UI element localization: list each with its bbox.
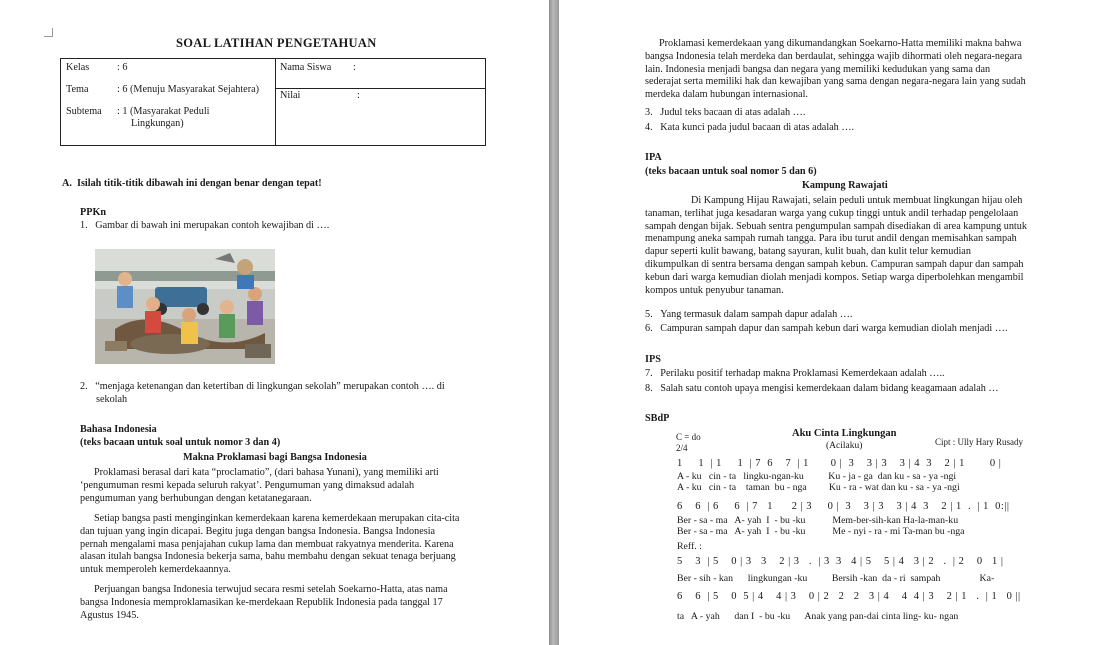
subtema-label: Subtema (66, 106, 102, 117)
student-info-table (60, 58, 486, 146)
notation-line-2: 6 6 | 6 6 | 7 1 2 | 3 0 | 3 3 | 3 3 | 4 3 2 | 1 . | 1 0:|| (677, 501, 1010, 512)
margin-mark (44, 28, 53, 37)
ipa-reading-paragraph: Di Kampung Hijau Rawajati, selain peduli untuk membuat lingkungan hijau oleh tanaman, terlihat juga kesadaran warga yang cukup tinggi untuk andil terhadap pengelolaan sampah dengan bijak. Sebuah sentra pengumpulan sampah disediakan di area kampung untuk menampung aneka sampah rumah tangga. Para ibu turut andil dengan memisahkan sampah dapur seperti kulit bawang, batang sayuran, kulit buah, dan kulit telur kemudian dikumpulkan di sentra bersama dengan sampah kebun. Campuran sampah dapur dan sampah kebun dari warga kemudian diolah menjadi kompos. Setiap warga diperbolehkan mengambil kompos untuk penyubur tanaman. (645, 195, 1027, 296)
song-composer: Cipt : Ully Hary Rusady (935, 437, 1023, 447)
lyrics-line-2b: Ber - sa - ma A- yah I - bu -ku Me - nyi - ra - mi Ta-man bu -nga (677, 526, 965, 537)
lyrics-line-3: Ber - sih - kan lingkungan -ku Bersih -kan da - ri sampah Ka- (677, 573, 995, 584)
lyrics-line-2a: Ber - sa - ma A- yah I - bu -ku Mem-ber-sih-kan Ha-la-man-ku (677, 515, 959, 526)
question-4: 4. Kata kunci pada judul bacaan di atas adalah …. (645, 122, 855, 133)
reading-title: Makna Proklamasi bagi Bangsa Indonesia (183, 452, 367, 463)
question-1: 1. Gambar di bawah ini merupakan contoh kewajiban di …. (80, 220, 330, 231)
notation-line-1: 1 1 | 1 1 | 7 6 7 | 1 0 | 3 3 | 3 3 | 4 3 2 | 1 0 | (677, 458, 1002, 469)
tema-label: Tema (66, 84, 89, 95)
question-7: 7. Perilaku positif terhadap makna Proklamasi Kemerdekaan adalah ….. (645, 368, 945, 379)
song-meter: 2/4 (676, 443, 688, 453)
song-key: C = do (676, 432, 701, 442)
bahasa-subheading: (teks bacaan untuk soal untuk nomor 3 dan 4) (80, 437, 281, 448)
notation-line-3: 5 3 | 5 0 | 3 3 2 | 3 . | 3 3 4 | 5 5 | 4 3 | 2 . | 2 0 1 | (677, 556, 1004, 567)
ipa-reading-title: Kampung Rawajati (802, 180, 888, 191)
question-6: 6. Campuran sampah dapur dan sampah kebun dari warga kemudian diolah menjadi …. (645, 323, 1008, 334)
song-title: Aku Cinta Lingkungan (792, 428, 897, 439)
nama-siswa-label: Nama Siswa (280, 62, 332, 73)
ipa-subheading: (teks bacaan untuk soal nomor 5 dan 6) (645, 166, 817, 177)
reading-paragraph-1: Proklamasi berasal dari kata “proclamatio”, (dari bahasa Yunani), yang memiliki arti ‘pengumuman resmi kepada seluruh rakyat’. Pengumuman yang dimaksud adalah pengumuman yang berhubungan dengan ketatanegaraan. (80, 467, 439, 504)
bahasa-heading: Bahasa Indonesia (80, 424, 157, 435)
lyrics-line-4: ta A - yah dan I - bu -ku Anak yang pan-dai cinta ling- ku- ngan (677, 611, 959, 622)
subtema-value-cont: Lingkungan) (131, 118, 184, 129)
nilai-field[interactable]: : (357, 90, 360, 101)
document-page-left (0, 0, 549, 645)
ppkn-heading: PPKn (80, 207, 107, 218)
worksheet-title: SOAL LATIHAN PENGETAHUAN (176, 36, 377, 50)
reff-label: Reff. : (677, 541, 702, 552)
reading-paragraph-3: Perjuangan bangsa Indonesia terwujud secara resmi setelah Soekarno-Hatta, atas nama bangsa Indonesia memproklamasikan ke-merdekaan Republik Indonesia pada tanggal 17 Agustus 1945. (80, 584, 448, 621)
reading-continuation: Proklamasi kemerdekaan yang dikumandangkan Soekarno-Hatta memiliki makna bahwa bangsa Indonesia telah merdeka dan berdaulat, sehingga wajib dihormati oleh negara-negara lain. Indonesia menjadi bangsa dan negara yang memiliki kedudukan yang sama dan sederajat serta memiliki hak dan kewajiban yang sama dengan negara-negara lain yang sudah merdeka dalam hubungan internasional. (645, 38, 1026, 101)
section-a-instruction: A. Isilah titik-titik dibawah ini dengan benar dengan tepat! (62, 178, 322, 189)
nilai-label: Nilai (280, 90, 301, 101)
notation-line-4: 6 6 | 5 0 5 | 4 4 | 3 0 | 2 2 2 3 | 4 4 4 | 3 2 | 1 . | 1 0 || (677, 591, 1021, 602)
question-2-cont: sekolah (96, 394, 128, 405)
lyrics-line-1b: A - ku cin - ta taman bu - nga Ku - ra - wat dan ku - sa - ya -ngi (677, 482, 960, 493)
question-3: 3. Judul teks bacaan di atas adalah …. (645, 107, 806, 118)
page-gutter (549, 0, 559, 645)
ipa-heading: IPA (645, 152, 662, 163)
subtema-value: : 1 (Masyarakat Peduli (117, 106, 210, 117)
song-subtitle: (Acilaku) (826, 441, 863, 451)
kelas-label: Kelas (66, 62, 90, 73)
lyrics-line-1a: A - ku cin - ta lingku-ngan-ku Ku - ja - ga dan ku - sa - ya -ngi (677, 471, 957, 482)
question-2: 2. “menjaga ketenangan dan ketertiban di lingkungan sekolah” merupakan contoh …. di (80, 381, 445, 392)
sbdp-heading: SBdP (645, 413, 670, 424)
kelas-value: : 6 (117, 62, 128, 73)
reading-paragraph-2: Setiap bangsa pasti menginginkan kemerdekaan karena kemerdekaan merupakan cita-cita dan tujuan yang ingin dicapai. Begitu juga dengan bangsa Indonesia. Bangsa Indonesia pernah mengalami masa penjajahan cukup lama dan membuat rakyatnya menderita. Karena alasan itulah bangsa Indonesia bekerja sama, bahu membahu dengan sekuat tenaga berjuang untuk memperoleh kemerdekaannya. (80, 513, 460, 576)
kerja-bakti-illustration (95, 249, 275, 364)
document-page-right (559, 0, 1117, 645)
question-8: 8. Salah satu contoh upaya mengisi kemerdekaan dalam bidang keagamaan adalah … (645, 383, 999, 394)
nama-siswa-field[interactable]: : (353, 62, 356, 73)
ips-heading: IPS (645, 354, 661, 365)
question-5: 5. Yang termasuk dalam sampah dapur adalah …. (645, 309, 853, 320)
tema-value: : 6 (Menuju Masyarakat Sejahtera) (117, 84, 260, 95)
